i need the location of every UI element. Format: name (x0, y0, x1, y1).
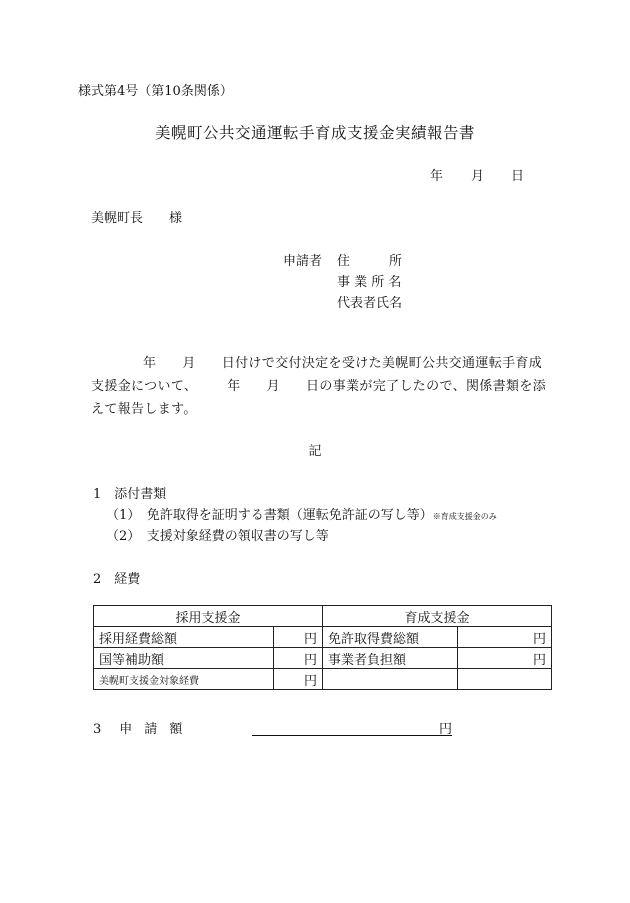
addressee-name: 美幌町長 (91, 211, 144, 226)
cell-amount-input[interactable]: 円 (274, 648, 323, 669)
attachment-item-2-text: 支援対象経費の領収書の写し等 (146, 529, 329, 544)
section-3-char-2: 請 (144, 722, 158, 737)
applicant-address-label: 住 所 (337, 254, 403, 269)
expense-table (93, 605, 552, 690)
cell-label: 採用経費総額 (94, 627, 274, 648)
page-title: 美幌町公共交通運転手育成支援金実績報告書 (154, 124, 475, 142)
table-row (94, 669, 552, 690)
cell-label: 美幌町支援金対象経費 (94, 669, 274, 690)
ki-label: 記 (308, 444, 322, 459)
attachment-item-1-text: 免許取得を証明する書類（運転免許証の写し等） (146, 508, 433, 523)
date-day-label: 日 (511, 169, 525, 184)
attachment-item-2 (106, 525, 329, 544)
applicant-label: 申請者 (283, 254, 323, 269)
cell-amount-input[interactable]: 円 (274, 627, 323, 648)
attachment-item-1 (106, 504, 497, 523)
cell-amount-input[interactable]: 円 (458, 648, 552, 669)
header-recruitment-support: 採用支援金 (94, 606, 323, 627)
attachment-item-1-note: ※育成支援金のみ (432, 512, 497, 521)
section-3-heading (93, 718, 182, 737)
body-text-2: 日の事業が完了したので、関係書類を添えて報告します。 (91, 379, 547, 417)
application-amount-field[interactable]: 円 (252, 718, 452, 736)
applicant-representative-label: 代表者氏名 (337, 296, 403, 311)
body-paragraph (91, 352, 553, 421)
section-3-char-1: 申 (119, 722, 133, 737)
date-year-label: 年 (430, 169, 444, 184)
cell-amount-input[interactable] (458, 669, 552, 690)
form-number: 様式第4号（第10条関係） (78, 84, 233, 99)
body-month-2: 月 (266, 379, 280, 394)
cell-label: 事業者負担額 (323, 648, 458, 669)
body-month: 月 (182, 356, 196, 371)
section-1-heading: 1 添付書類 (93, 487, 167, 502)
body-year: 年 (143, 356, 157, 371)
cell-amount-input[interactable]: 円 (274, 669, 323, 690)
applicant-office-label: 事 業 所 名 (337, 275, 402, 290)
cell-label: 免許取得費総額 (323, 627, 458, 648)
table-row (94, 627, 552, 648)
cell-amount-input[interactable]: 円 (458, 627, 552, 648)
addressee (91, 207, 182, 226)
attachment-item-1-num: （1） (106, 508, 141, 523)
body-year-2: 年 (227, 379, 241, 394)
cell-label (323, 669, 458, 690)
expense-table-header-row (94, 606, 552, 627)
date-month-label: 月 (471, 169, 485, 184)
body-text-1: 日付けで交付決定を受けた美幌町公共交通運転手育成支援金について、 (91, 356, 543, 394)
addressee-honorific: 様 (169, 211, 183, 226)
section-3-char-3: 額 (169, 722, 183, 737)
table-row (94, 648, 552, 669)
section-2-heading: 2 経費 (93, 572, 141, 587)
section-3-num: 3 (93, 722, 102, 737)
header-training-support: 育成支援金 (323, 606, 552, 627)
cell-label: 国等補助額 (94, 648, 274, 669)
attachment-item-2-num: （2） (106, 529, 141, 544)
